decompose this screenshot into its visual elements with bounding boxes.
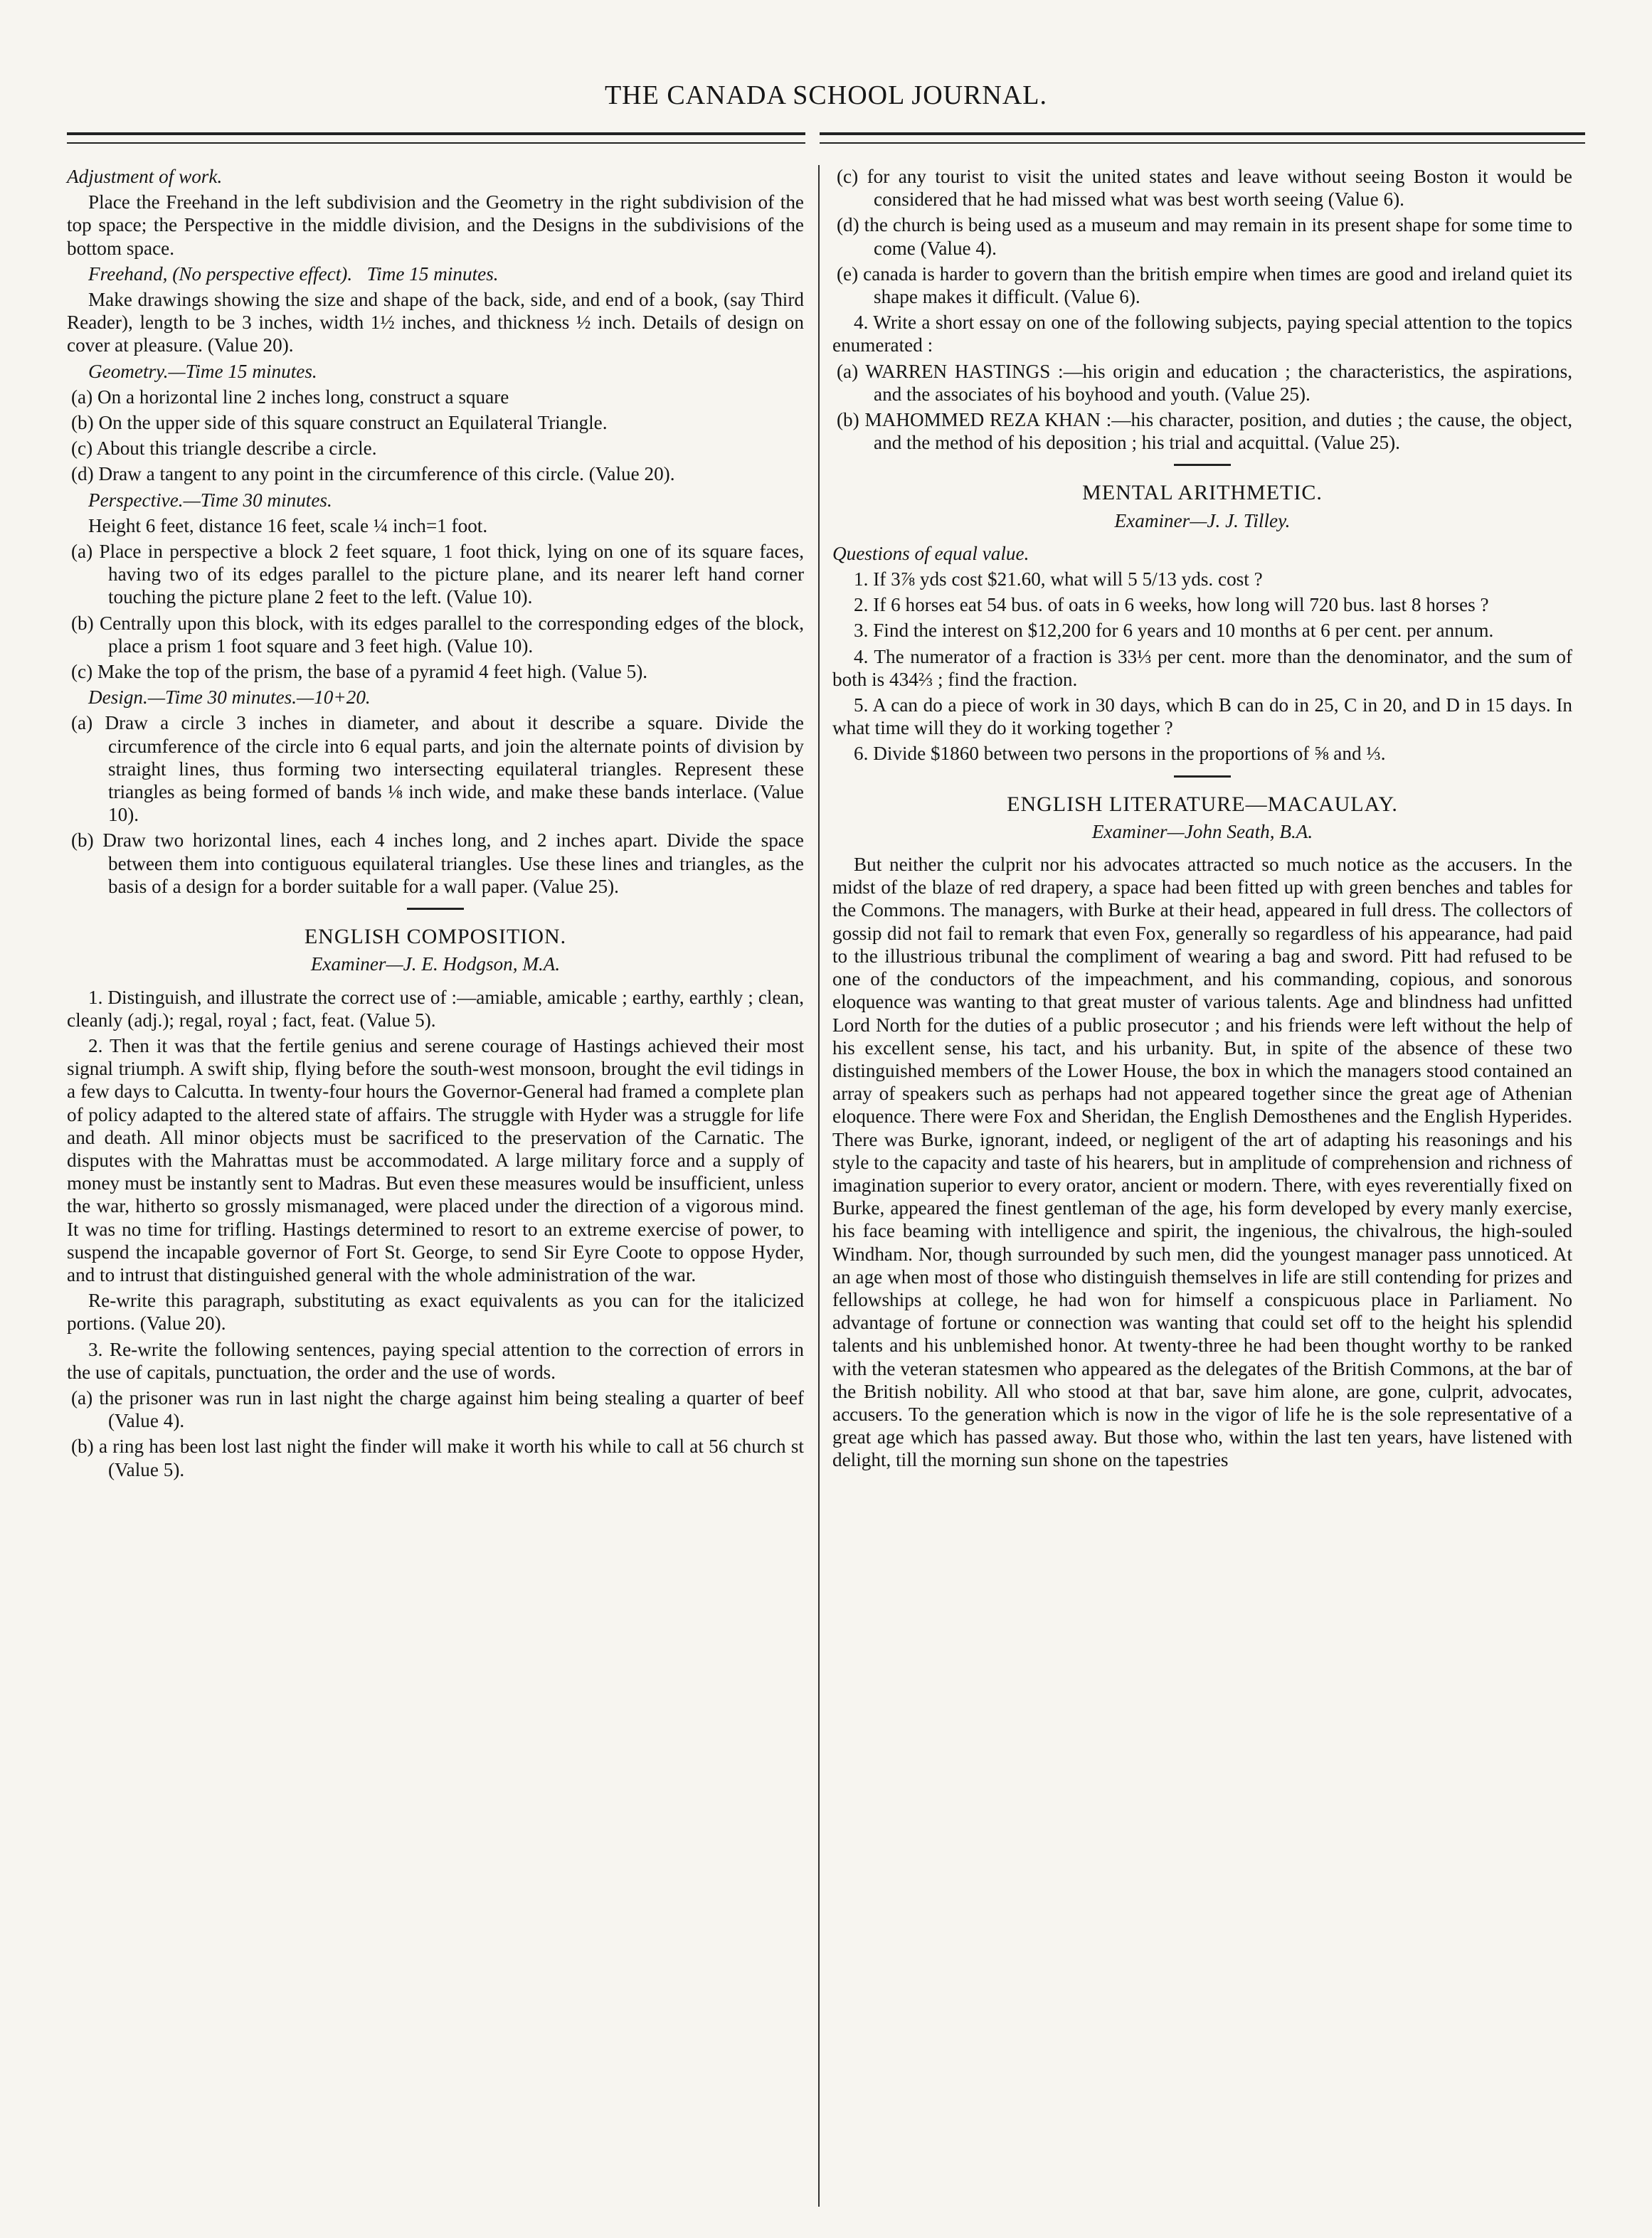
column-divider	[818, 165, 820, 2207]
design-item: (a) Draw a circle 3 inches in diameter, and about it describe a square. Divide the circumference of the circle into 6 equal parts, and join the alternate points of division by straight lines, thus forming two intersecting equilateral triangles. Represent these triangles as being formed of bands ⅛ inch wide, and make these bands interlace. (Value 10).	[71, 712, 804, 826]
literature-examiner: Examiner—John Seath, B.A.	[1091, 820, 1313, 842]
header-rule-right	[820, 132, 1585, 144]
composition-q1: 1. Distinguish, and illustrate the correct use of :—amiable, amicable ; earthy, earthly ; clean, cleanly (adj.); regal, royal ; fact, feat. (Value 5).	[67, 986, 804, 1031]
freehand-text: Make drawings showing the size and shape of the back, side, and end of a book, (say Third Reader), length to be 3 inches, width 1½ inches, and thickness ½ inch. Details of design on cover at pleasure. (Value 20).	[67, 289, 804, 356]
perspective-item: (a) Place in perspective a block 2 feet square, 1 foot thick, lying on one of its square faces, having two of its edges parallel to the picture plane, and its nearer left hand corner touching the picture plane 2 feet to the left. (Value 10).	[71, 541, 804, 608]
composition-examiner: Examiner—J. E. Hodgson, M.A.	[310, 953, 561, 975]
composition-q3-item: (b) a ring has been lost last night the finder will make it worth his while to call at 56 church st (Value 5).	[71, 1436, 804, 1480]
composition-q3-item: (c) for any tourist to visit the united states and leave without seeing Boston it would be considered that he had missed what was best worth seeing (Value 6).	[837, 166, 1572, 211]
perspective-item: (b) Centrally upon this block, with its edges parallel to the corresponding edges of the block, place a prism 1 foot square and 3 feet high. (Value 10).	[71, 612, 804, 657]
mental-arithmetic-heading: MENTAL ARITHMETIC.	[1082, 481, 1323, 505]
composition-q2-instruction: Re-write this paragraph, substituting as exact equivalents as you can for the italicized portions. (Value 20).	[67, 1290, 804, 1335]
composition-q3: 3. Re-write the following sentences, paying special attention to the correction of errors in the use of capitals, punctuation, the order and the use of words.	[67, 1338, 804, 1383]
section-rule	[1174, 464, 1231, 466]
freehand-label: Freehand, (No perspective effect).	[88, 262, 353, 285]
left-column	[67, 165, 804, 1484]
header-rule-left	[67, 132, 805, 144]
perspective-label: Perspective.—Time 30 minutes.	[88, 489, 332, 511]
geometry-item: (b) On the upper side of this square construct an Equilateral Triangle.	[71, 412, 608, 434]
composition-q2: 2. Then it was that the fertile genius and serene courage of Hastings achieved their most signal triumph. A swift ship, flying before the south-west monsoon, brought the evil tidings in a few days to Calcutta. In twenty-four hours the Governor-General had framed a complete plan of policy adapted to the altered state of affairs. The struggle with Hyder was a struggle for life and death. All minor objects must be sacrificed to the preservation of the Carnatic. The disputes with the Mahrattas must be accommodated. A large military force and a supply of money must be instantly sent to Madras. But even these measures would be insufficient, unless the war, hitherto so grossly mismanaged, were placed under the direction of a vigorous mind. It was no time for trifling. Hastings determined to resort to an extreme exercise of power, to suspend the incapable governor of Fort St. George, to send Sir Eyre Coote to oppose Hyder, and to intrust that distinguished general with the whole administration of the war.	[67, 1034, 804, 1285]
composition-q3-item: (d) the church is being used as a museum and may remain in its present shape for some time to come (Value 4).	[837, 214, 1572, 259]
right-column	[832, 165, 1572, 1475]
perspective-item: (c) Make the top of the prism, the base of a pyramid 4 feet high. (Value 5).	[71, 661, 648, 683]
freehand-time: Time 15 minutes.	[366, 262, 499, 285]
adjustment-label: Adjustment of work.	[67, 166, 223, 187]
freehand-heading	[67, 262, 804, 285]
design-label: Design.—Time 30 minutes.—10+20.	[88, 686, 371, 709]
arithmetic-question: 1. If 3⅞ yds cost $21.60, what will 5 5/13 yds. cost ?	[854, 568, 1263, 590]
design-item: (b) Draw two horizontal lines, each 4 inches long, and 2 inches apart. Divide the space between them into contiguous equilateral triangles. Use these lines and triangles, as the basis of a design for a border suitable for a wall paper. (Value 25).	[71, 829, 804, 897]
geometry-item: (c) About this triangle describe a circle.	[71, 437, 377, 460]
arithmetic-question: 6. Divide $1860 between two persons in the proportions of ⅝ and ⅓.	[854, 743, 1386, 765]
composition-q4: 4. Write a short essay on one of the following subjects, paying special attention to the topics enumerated :	[832, 312, 1572, 356]
composition-q3-item: (a) the prisoner was run in last night the charge against him being stealing a quarter of beef (Value 4).	[71, 1386, 804, 1432]
arithmetic-question: 4. The numerator of a fraction is 33⅓ per cent. more than the denominator, and the sum of both is 434⅔ ; find the fraction.	[832, 645, 1572, 690]
arithmetic-question: 2. If 6 horses eat 54 bus. of oats in 6 weeks, how long will 720 bus. last 8 horses ?	[854, 594, 1489, 616]
arithmetic-question: 5. A can do a piece of work in 30 days, which B can do in 25, C in 20, and D in 15 days. In what time will they do it working together ?	[832, 694, 1572, 739]
section-rule	[1174, 775, 1231, 778]
running-head: THE CANADA SCHOOL JOURNAL.	[604, 80, 1048, 110]
composition-q3-item: (e) canada is harder to govern than the british empire when times are good and ireland quiet its shape makes it difficult. (Value 6).	[837, 262, 1572, 308]
geometry-item: (d) Draw a tangent to any point in the circumference of this circle. (Value 20).	[71, 463, 675, 485]
arithmetic-question: 3. Find the interest on $12,200 for 6 years and 10 months at 6 per cent. per annum.	[854, 620, 1494, 642]
geometry-label: Geometry.—Time 15 minutes.	[88, 360, 317, 382]
perspective-intro: Height 6 feet, distance 16 feet, scale ¼ inch=1 foot.	[88, 514, 488, 536]
mental-arithmetic-examiner: Examiner—J. J. Tilley.	[1114, 509, 1291, 531]
literature-heading: ENGLISH LITERATURE—MACAULAY.	[1007, 792, 1398, 816]
literature-passage: But neither the culprit nor his advocates attracted so much notice as the accusers. In the midst of the blaze of red drapery, a space had been fitted up with green benches and tables for the Commons. The managers, with Burke at their head, appeared in full dress. The collectors of gossip did not fail to remark that even Fox, generally so regardless of his appearance, had paid to the illustrious tribunal the compliment of wearing a bag and sword. Pitt had refused to be one of the conductors of the impeachment, and his commanding, copious, and sonorous eloquence was wanting to that great muster of various talents. Age and blindness had unfitted Lord North for the duties of a public prosecutor ; and his friends were left without the help of his excellent sense, his tact, and his urbanity. But, in spite of the absence of these two distinguished members of the Lower House, the box in which the managers stood contained an array of speakers such as perhaps had not appeared together since the great age of Athenian eloquence. There were Fox and Sheridan, the English Demosthenes and the English Hyperides. There was Burke, ignorant, indeed, or negligent of the art of adapting his reasonings and his style to the capacity and taste of his hearers, but in amplitude of comprehension and richness of imagination superior to every orator, ancient or modern. There, with eyes reverentially fixed on Burke, appeared the finest gentleman of the age, his form developed by every manly exercise, his face beaming with intelligence and spirit, the ingenious, the chivalrous, the high-souled Windham. Nor, though surrounded by such men, did the youngest manager pass unnoticed. At an age when most of those who distinguish themselves in life are still contending for prizes and fellowships at college, he had won for himself a conspicuous place in Parliament. No advantage of fortune or connection was wanting that could set off to the height his splendid talents and his unblemished honor. At twenty-three he had been thought worthy to be ranked with the veteran statesmen who appeared as the delegates of the British Commons, at the bar of the British nobility. All who stood at that bar, save him alone, are gone, culprit, advocates, accusers. To the generation which is now in the vigor of life he is the sole representative of a great age which has passed away. But those who, within the last ten years, have listened with delight, till the morning sun shone on the tapestries	[832, 854, 1572, 1471]
composition-heading: ENGLISH COMPOSITION.	[304, 925, 567, 949]
mental-arithmetic-note: Questions of equal value.	[832, 542, 1029, 564]
geometry-item: (a) On a horizontal line 2 inches long, construct a square	[71, 386, 509, 408]
essay-topic: (b) MAHOMMED REZA KHAN :—his character, position, and duties ; the cause, the object, and the method of his deposition ; his trial and acquittal. (Value 25).	[837, 409, 1572, 454]
essay-topic: (a) WARREN HASTINGS :—his origin and education ; the characteristics, the aspirations, and the associates of his boyhood and youth. (Value 25).	[837, 360, 1572, 405]
adjustment-text: Place the Freehand in the left subdivision and the Geometry in the right subdivision of the top space; the Perspective in the middle division, and the Designs in the subdivisions of the bottom space.	[67, 191, 804, 259]
section-rule	[407, 908, 464, 910]
